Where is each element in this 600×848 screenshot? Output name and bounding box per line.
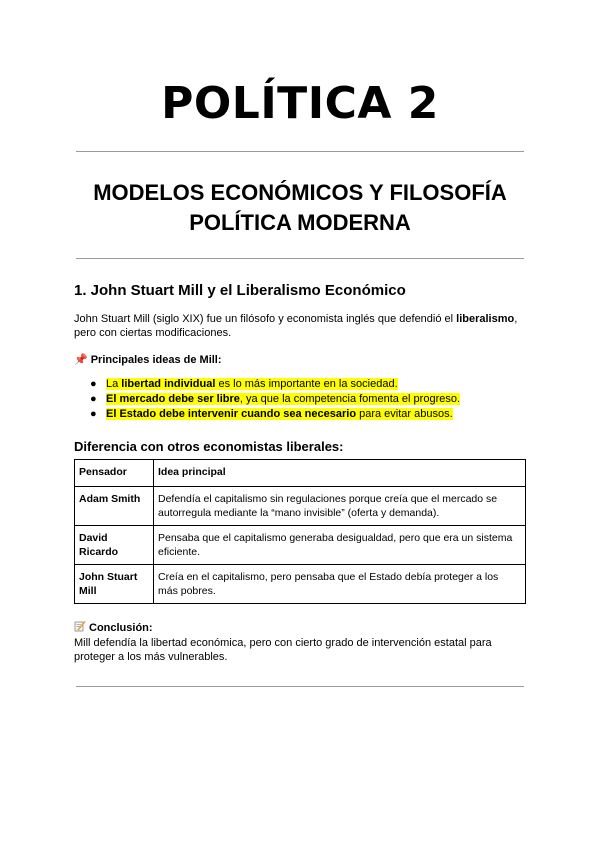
table-row [75,487,526,526]
bullet-icon: ● [90,378,97,390]
list-item [74,406,460,421]
page-subtitle: MODELOS ECONÓMICOS Y FILOSOFÍA POLÍTICA MODERNA [93,180,507,235]
conclusion-text: Mill defendía la libertad económica, pero con cierto grado de intervención estatal para proteger a los más vulnerables. [74,637,492,663]
conclusion-heading [74,620,153,634]
bullet-icon: ● [90,408,97,420]
column-header: Pensador [75,460,154,487]
thinker-name: Adam Smith [75,487,154,526]
divider [76,151,524,152]
thinker-idea: Defendía el capitalismo sin regulaciones porque creía que el mercado se autorregula mediante la “mano invisible” (oferta y demanda). [154,487,526,526]
list-item [74,376,460,391]
column-header: Idea principal [154,460,526,487]
intro-bold-term: liberalismo [456,313,515,325]
item-text: La [106,378,122,390]
divider [76,258,524,259]
ideas-heading-label: Principales ideas de Mill: [90,354,222,366]
highlighted-text [106,393,460,405]
memo-icon [74,620,86,632]
ideas-list [74,376,460,421]
bullet-icon: ● [90,393,97,405]
section-heading: 1. John Stuart Mill y el Liberalismo Económico [74,282,406,299]
table-row [75,526,526,565]
intro-text: John Stuart Mill (siglo XIX) fue un filósofo y economista inglés que defendió el [74,313,457,325]
intro-text-end: , pero con ciertas modificaciones. [74,313,518,339]
pushpin-icon: 📌 [74,354,88,366]
item-bold: El Estado debe intervenir cuando sea necesario [106,408,357,420]
thinker-name: John Stuart Mill [75,565,154,604]
highlighted-text [106,378,398,390]
item-text-end: , ya que la competencia fomenta el progreso. [239,393,461,405]
list-item [74,391,460,406]
item-text-end: es lo más importante en la sociedad. [215,378,398,390]
conclusion-heading-label: Conclusión: [89,622,153,634]
page-title: POLÍTICA 2 [161,78,439,129]
comparison-heading: Diferencia con otros economistas liberales: [74,439,344,454]
table-row [75,565,526,604]
item-bold: libertad individual [121,378,216,390]
divider [76,686,524,687]
ideas-heading [74,353,222,366]
thinker-idea: Creía en el capitalismo, pero pensaba que el Estado debía proteger a los más pobres. [154,565,526,604]
item-bold: El mercado debe ser libre [106,393,240,405]
table-header-row [75,460,526,487]
comparison-table [74,459,526,604]
thinker-name: David Ricardo [75,526,154,565]
thinker-idea: Pensaba que el capitalismo generaba desigualdad, pero que era un sistema eficiente. [154,526,526,565]
item-text-end: para evitar abusos. [356,408,453,420]
highlighted-text [106,408,453,420]
intro-paragraph [74,312,534,340]
